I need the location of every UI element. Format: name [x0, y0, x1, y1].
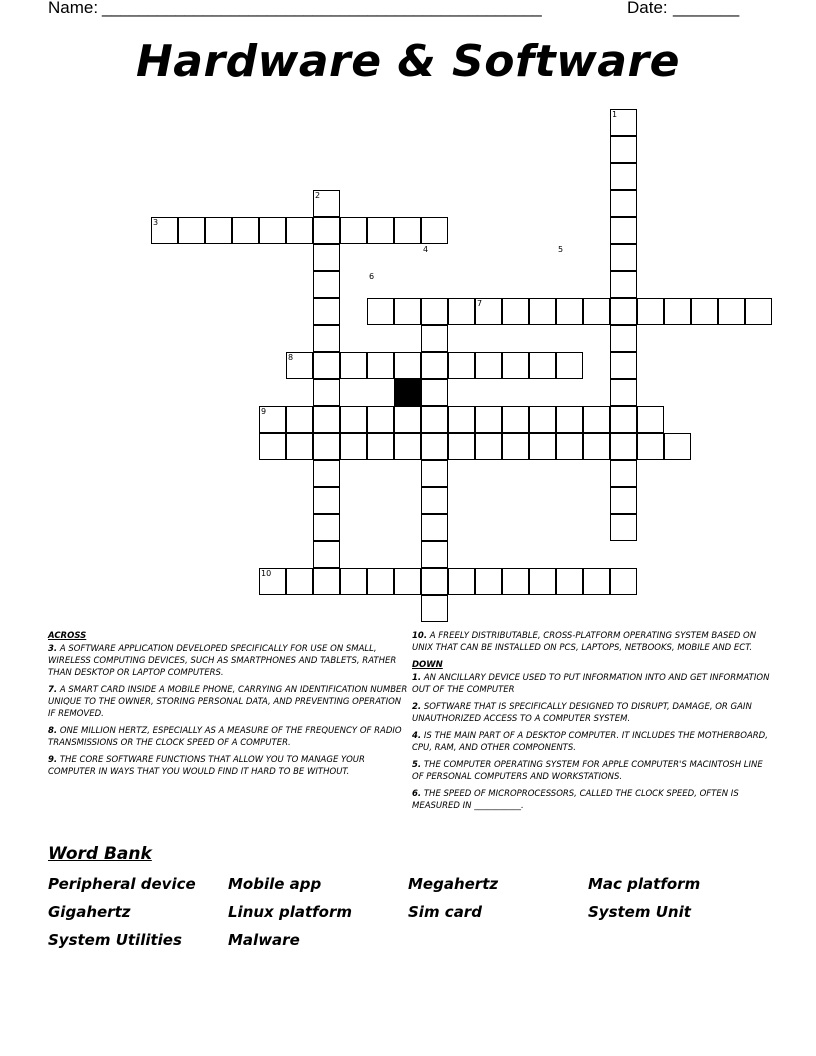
- down-heading: DOWN: [412, 660, 443, 670]
- grid-cell[interactable]: [664, 433, 691, 460]
- grid-cell[interactable]: [448, 433, 475, 460]
- word-bank-item: Gigahertz: [48, 903, 131, 921]
- grid-cell[interactable]: [610, 163, 637, 190]
- grid-number: 1: [612, 110, 618, 119]
- grid-cell[interactable]: [556, 568, 583, 595]
- clue-down-6: 6. THE SPEED OF MICROPROCESSORS, CALLED THE CLOCK SPEED, OFTEN IS MEASURED IN ___________.: [412, 789, 739, 811]
- grid-cell[interactable]: [367, 217, 394, 244]
- grid-cell[interactable]: [421, 595, 448, 622]
- grid-cell[interactable]: [610, 379, 637, 406]
- grid-cell[interactable]: [610, 433, 637, 460]
- grid-cell[interactable]: [583, 568, 610, 595]
- grid-cell[interactable]: [259, 433, 286, 460]
- grid-cell[interactable]: [313, 541, 340, 568]
- grid-cell[interactable]: [421, 217, 448, 244]
- grid-cell[interactable]: [313, 433, 340, 460]
- clue-down-2: 2. SOFTWARE THAT IS SPECIFICALLY DESIGNED TO DISRUPT, DAMAGE, OR GAIN UNAUTHORIZED ACCESS TO A COMPUTER SYSTEM.: [412, 702, 752, 724]
- grid-cell[interactable]: [367, 433, 394, 460]
- grid-cell[interactable]: [340, 433, 367, 460]
- grid-cell[interactable]: [610, 271, 637, 298]
- grid-cell[interactable]: [448, 568, 475, 595]
- grid-number: 3: [153, 218, 159, 227]
- grid-cell[interactable]: [502, 568, 529, 595]
- word-bank-item: Sim card: [408, 903, 482, 921]
- grid-cell[interactable]: [610, 325, 637, 352]
- grid-cell[interactable]: [286, 433, 313, 460]
- grid-number: 4: [423, 245, 429, 254]
- grid-cell[interactable]: [367, 352, 394, 379]
- grid-cell[interactable]: [502, 433, 529, 460]
- grid-cell[interactable]: [583, 406, 610, 433]
- grid-cell[interactable]: [421, 352, 448, 379]
- name-label: Name:: [48, 0, 99, 17]
- grid-cell[interactable]: [610, 190, 637, 217]
- clue-down-4: 4. IS THE MAIN PART OF A DESKTOP COMPUTER. IT INCLUDES THE MOTHERBOARD, CPU, RAM, AND OTHER COMPONENTS.: [412, 731, 768, 753]
- clue-across-7: 7. A SMART CARD INSIDE A MOBILE PHONE, CARRYING AN IDENTIFICATION NUMBER UNIQUE TO THE OWNER, STORING PERSONAL DATA, AND PREVENTING OPERATION IF REMOVED.: [48, 685, 408, 719]
- grid-cell[interactable]: [718, 298, 745, 325]
- word-bank-item: System Utilities: [48, 931, 182, 949]
- grid-cell[interactable]: [610, 352, 637, 379]
- date-line[interactable]: _______: [673, 0, 740, 17]
- clue-down-5: 5. THE COMPUTER OPERATING SYSTEM FOR APPLE COMPUTER'S MACINTOSH LINE OF PERSONAL COMPUTERS AND WORKSTATIONS.: [412, 760, 763, 782]
- grid-cell[interactable]: [394, 406, 421, 433]
- word-bank-item: Mac platform: [588, 875, 701, 893]
- grid-number: 2: [315, 191, 321, 200]
- grid-cell[interactable]: [475, 433, 502, 460]
- word-bank-item: Linux platform: [228, 903, 352, 921]
- grid-cell[interactable]: [529, 406, 556, 433]
- grid-cell[interactable]: [529, 568, 556, 595]
- grid-cell[interactable]: [610, 244, 637, 271]
- grid-cell[interactable]: [394, 568, 421, 595]
- grid-cell[interactable]: [502, 406, 529, 433]
- grid-cell[interactable]: [313, 460, 340, 487]
- grid-cell[interactable]: [691, 298, 718, 325]
- grid-cell[interactable]: [232, 217, 259, 244]
- grid-cell[interactable]: [664, 298, 691, 325]
- grid-cell[interactable]: [421, 406, 448, 433]
- grid-cell[interactable]: [313, 217, 340, 244]
- clue-across-8: 8. ONE MILLION HERTZ, ESPECIALLY AS A MEASURE OF THE FREQUENCY OF RADIO TRANSMISSIONS OR THE CLOCK SPEED OF A COMPUTER.: [48, 726, 402, 748]
- grid-cell[interactable]: [421, 298, 448, 325]
- puzzle-title: Hardware & Software: [135, 36, 681, 87]
- grid-cell[interactable]: [313, 298, 340, 325]
- grid-cell[interactable]: [556, 298, 583, 325]
- grid-cell[interactable]: [367, 568, 394, 595]
- grid-cell[interactable]: [313, 271, 340, 298]
- word-bank-title: Word Bank: [48, 844, 152, 864]
- grid-cell[interactable]: [286, 406, 313, 433]
- grid-cell[interactable]: [313, 568, 340, 595]
- grid-cell[interactable]: [502, 298, 529, 325]
- clues-right: [412, 630, 772, 817]
- grid-cell[interactable]: [313, 244, 340, 271]
- grid-cell[interactable]: [367, 406, 394, 433]
- grid-number: 10: [261, 569, 272, 578]
- grid-cell[interactable]: [340, 406, 367, 433]
- grid-cell[interactable]: [421, 541, 448, 568]
- grid-cell[interactable]: [340, 568, 367, 595]
- across-heading: ACROSS: [48, 631, 87, 641]
- grid-cell[interactable]: [340, 352, 367, 379]
- date-label: Date:: [627, 0, 668, 17]
- grid-cell[interactable]: [448, 298, 475, 325]
- grid-cell[interactable]: [610, 568, 637, 595]
- grid-number: 8: [288, 353, 294, 362]
- grid-cell[interactable]: [178, 217, 205, 244]
- grid-cell[interactable]: [475, 568, 502, 595]
- grid-number: 9: [261, 407, 267, 416]
- grid-cell[interactable]: [313, 325, 340, 352]
- clue-across-3: 3. A SOFTWARE APPLICATION DEVELOPED SPECIFICALLY FOR USE ON SMALL, WIRELESS COMPUTING DEVICES, SUCH AS SMARTPHONES AND TABLETS, RATHER THAN DESKTOP OR LAPTOP COMPUTERS.: [48, 644, 397, 678]
- grid-cell[interactable]: [313, 406, 340, 433]
- name-line[interactable]: ________________________________________________: [102, 0, 542, 17]
- grid-cell[interactable]: [556, 433, 583, 460]
- grid-cell[interactable]: [394, 433, 421, 460]
- grid-cell[interactable]: [610, 406, 637, 433]
- grid-cell[interactable]: [367, 298, 394, 325]
- grid-cell[interactable]: [286, 568, 313, 595]
- grid-cell[interactable]: [637, 298, 664, 325]
- grid-cell[interactable]: [529, 298, 556, 325]
- grid-cell[interactable]: [421, 433, 448, 460]
- grid-cell[interactable]: [610, 136, 637, 163]
- grid-cell[interactable]: [205, 217, 232, 244]
- grid-cell[interactable]: [259, 217, 286, 244]
- grid-cell[interactable]: [394, 217, 421, 244]
- grid-cell[interactable]: [313, 379, 340, 406]
- grid-cell[interactable]: [313, 352, 340, 379]
- grid-cell[interactable]: [529, 433, 556, 460]
- grid-cell[interactable]: [610, 460, 637, 487]
- grid-cell[interactable]: [556, 352, 583, 379]
- word-bank-item: Megahertz: [408, 875, 499, 893]
- grid-cell[interactable]: [313, 487, 340, 514]
- grid-cell[interactable]: [583, 433, 610, 460]
- grid-cell[interactable]: [421, 514, 448, 541]
- grid-cell[interactable]: [610, 514, 637, 541]
- word-bank-item: System Unit: [588, 903, 691, 921]
- grid-cell[interactable]: [745, 298, 772, 325]
- grid-number: 7: [477, 299, 483, 308]
- word-bank-item: Peripheral device: [48, 875, 196, 893]
- grid-cell[interactable]: [610, 298, 637, 325]
- grid-cell[interactable]: [421, 379, 448, 406]
- grid-cell[interactable]: [448, 406, 475, 433]
- grid-cell[interactable]: [421, 460, 448, 487]
- grid-cell[interactable]: [421, 325, 448, 352]
- grid-cell[interactable]: [421, 568, 448, 595]
- grid-cell[interactable]: [394, 298, 421, 325]
- grid-cell[interactable]: [502, 352, 529, 379]
- grid-cell[interactable]: [610, 487, 637, 514]
- grid-cell[interactable]: [313, 514, 340, 541]
- grid-cell[interactable]: [421, 487, 448, 514]
- grid-cell[interactable]: [637, 433, 664, 460]
- grid-cell[interactable]: [556, 406, 583, 433]
- grid-cell[interactable]: [529, 352, 556, 379]
- grid-cell[interactable]: [475, 352, 502, 379]
- grid-cell[interactable]: [286, 217, 313, 244]
- grid-number: 5: [558, 245, 564, 254]
- grid-cell[interactable]: [475, 406, 502, 433]
- clue-across-10: 10. A FREELY DISTRIBUTABLE, CROSS-PLATFORM OPERATING SYSTEM BASED ON UNIX THAT CAN BE INSTALLED ON PCS, LAPTOPS, NETBOOKS, MOBILE AND ECT.: [412, 631, 757, 653]
- grid-cell[interactable]: [637, 406, 664, 433]
- grid-cell[interactable]: [583, 298, 610, 325]
- clue-down-1: 1. AN ANCILLARY DEVICE USED TO PUT INFORMATION INTO AND GET INFORMATION OUT OF THE COMPUTER: [412, 673, 770, 695]
- clues-left: [48, 630, 408, 783]
- grid-cell[interactable]: [610, 217, 637, 244]
- grid-cell[interactable]: [394, 352, 421, 379]
- clue-across-9: 9. THE CORE SOFTWARE FUNCTIONS THAT ALLOW YOU TO MANAGE YOUR COMPUTER IN WAYS THAT YOU WOULD FIND IT HARD TO BE WITHOUT.: [48, 755, 365, 777]
- grid-cell[interactable]: [340, 217, 367, 244]
- grid-block: [394, 379, 421, 406]
- grid-number: 6: [369, 272, 375, 281]
- word-bank-item: Malware: [228, 931, 300, 949]
- grid-cell[interactable]: [448, 352, 475, 379]
- word-bank-item: Mobile app: [228, 875, 322, 893]
